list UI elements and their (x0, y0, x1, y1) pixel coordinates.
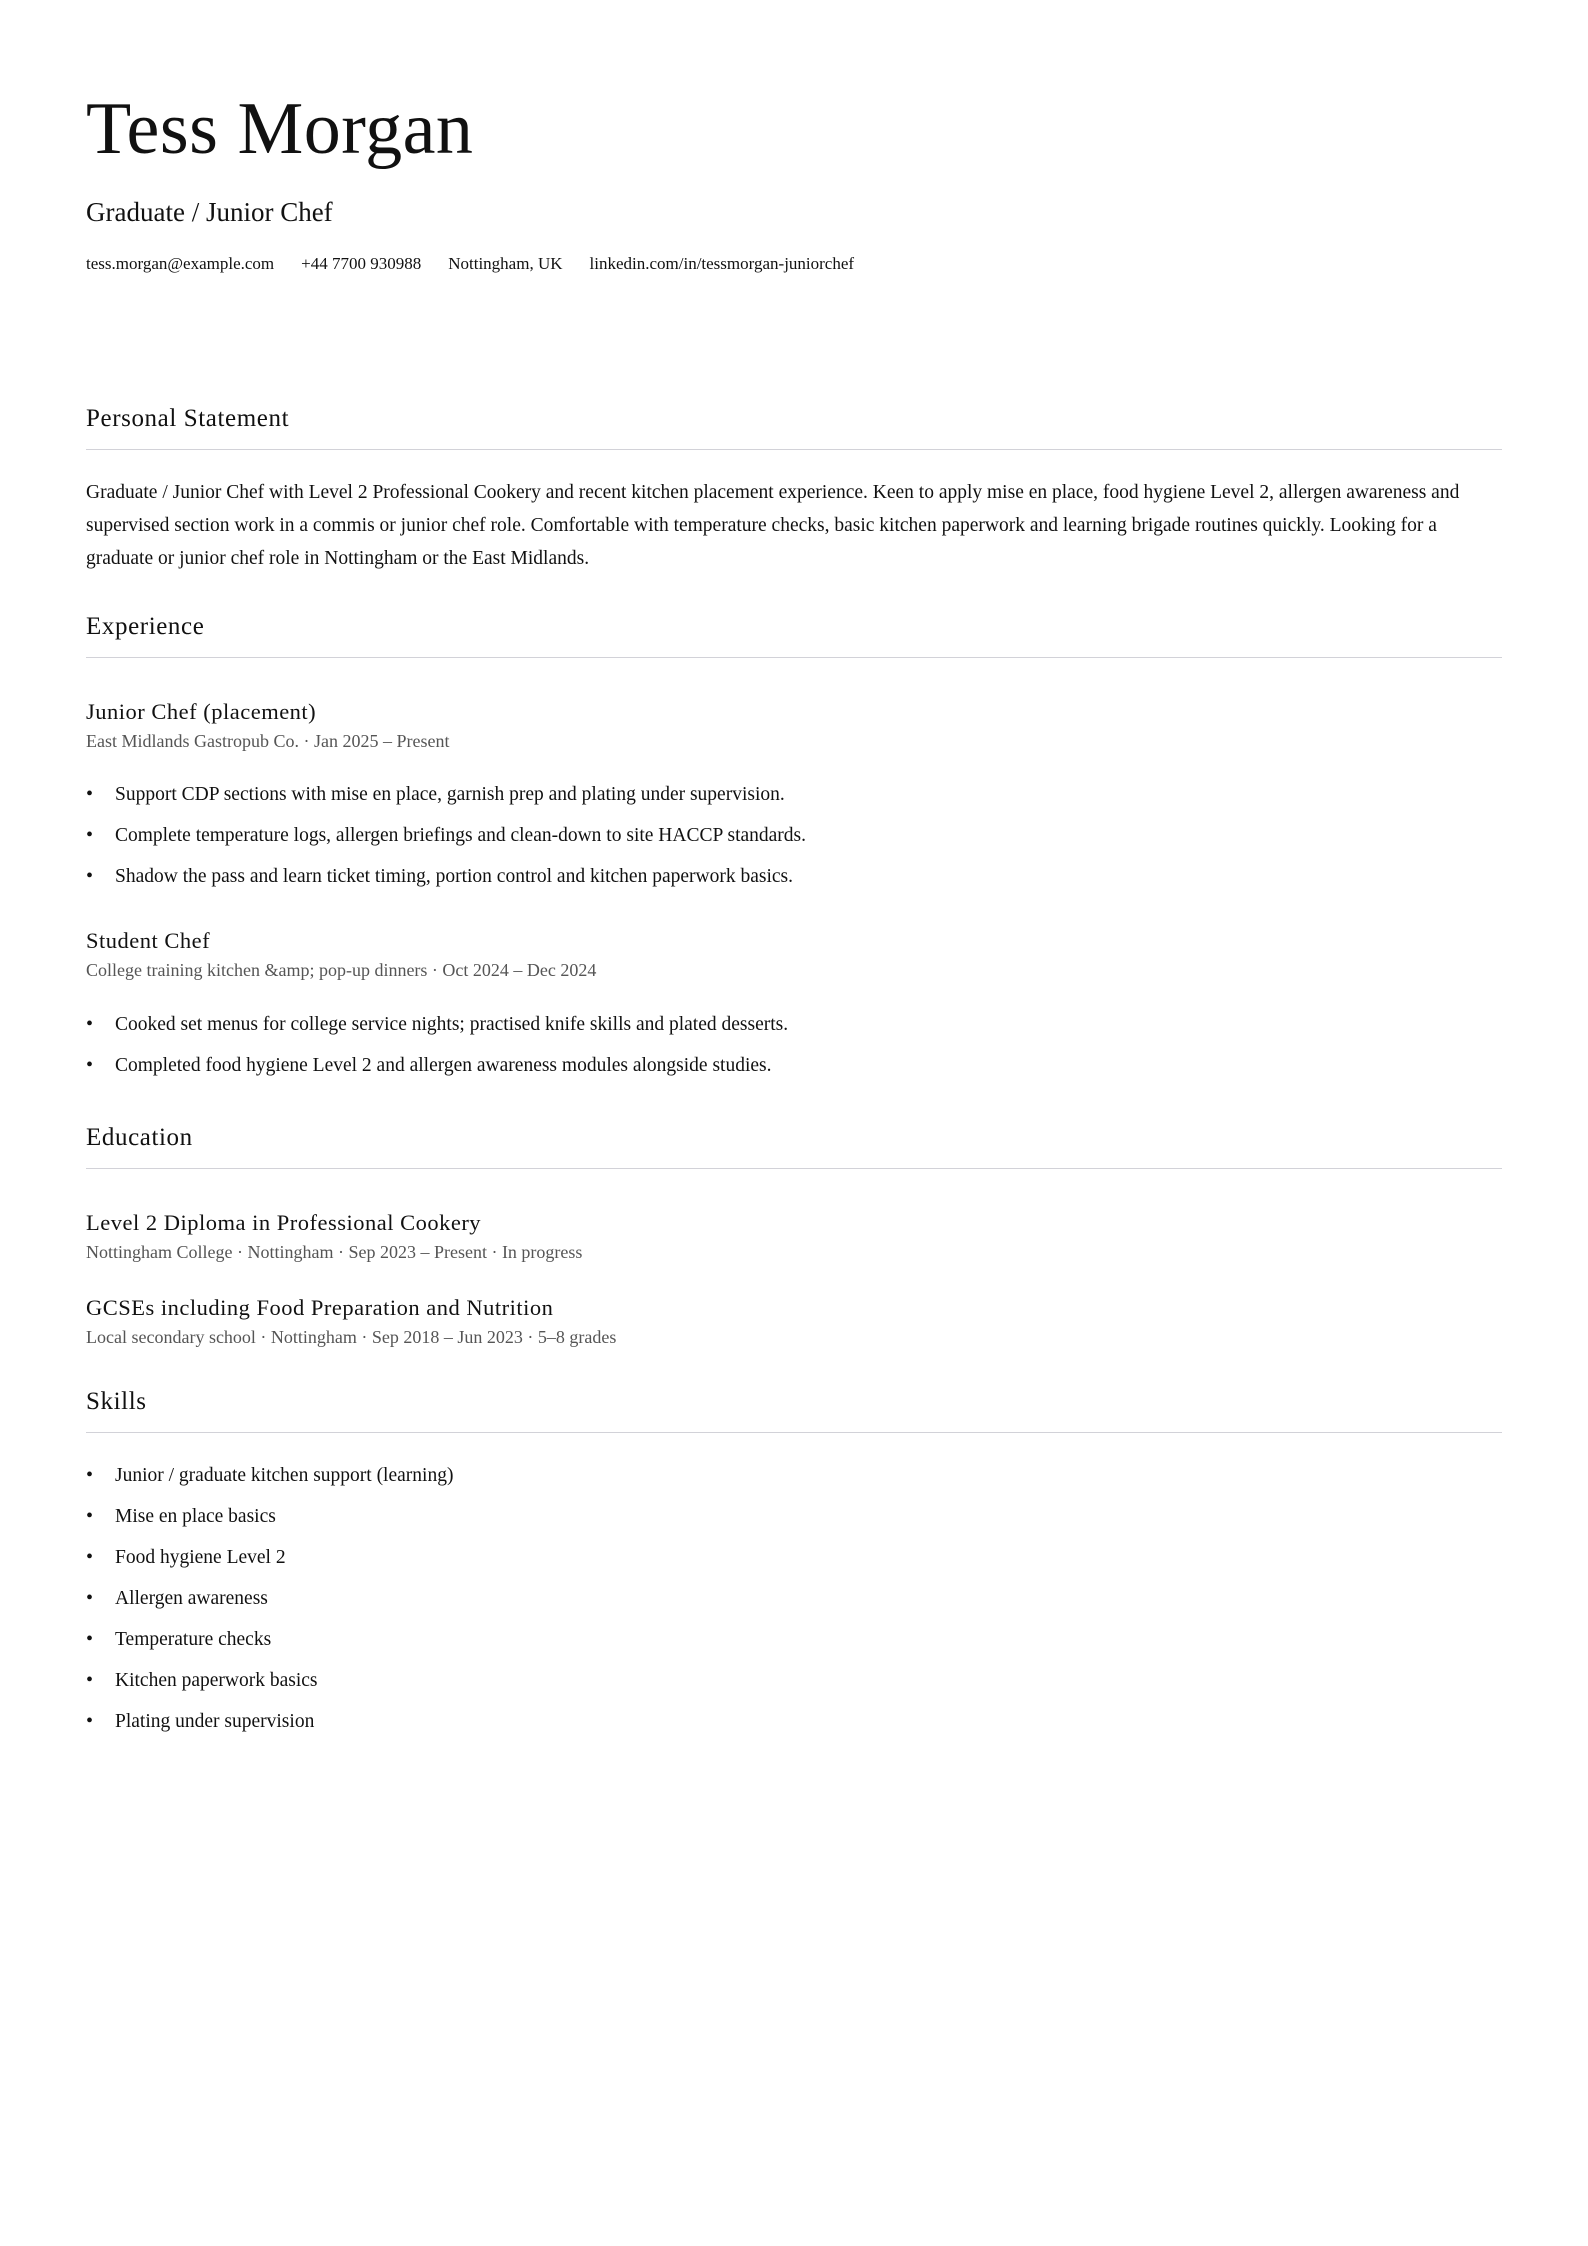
section-title-education: Education (86, 1124, 1502, 1169)
job-employer-dates: College training kitchen &amp; pop-up dinners · Oct 2024 – Dec 2024 (86, 960, 597, 981)
job-bullet: • Support CDP sections with mise en place, garnish prep and plating under supervision. (86, 774, 1502, 815)
job-bullet: • Complete temperature logs, allergen briefings and clean-down to site HACCP standards. (86, 815, 1502, 856)
education-title: Level 2 Diploma in Professional Cookery (86, 1209, 482, 1235)
job-bullet: • Completed food hygiene Level 2 and allergen awareness modules alongside studies. (86, 1045, 1502, 1086)
personal-statement-text: Graduate / Junior Chef with Level 2 Professional Cookery and recent kitchen placement experience. Keen to apply mise en place, food hygiene Level 2, allergen awareness and supervised section work in a commis or junior chef role. Comfortable with temperature checks, basic kitchen paperwork and learning brigade routines quickly. Looking for a graduate or junior chef role in Nottingham or the East Midlands. (86, 481, 1460, 569)
job-employer-dates: East Midlands Gastropub Co. · Jan 2025 – Present (86, 730, 450, 751)
candidate-name: Tess Morgan (86, 88, 474, 170)
job-bullet: • Shadow the pass and learn ticket timing, portion control and kitchen paperwork basics. (86, 856, 1502, 897)
section-title-experience: Experience (86, 613, 1502, 658)
contact-phone[interactable]: +44 7700 930988 (301, 254, 422, 274)
job-entry (86, 927, 1502, 1086)
resume-header (86, 0, 1502, 275)
education-details: Local secondary school · Nottingham · Sep 2018 – Jun 2023 · 5–8 grades (86, 1326, 617, 1347)
skill-item: • Kitchen paperwork basics (86, 1660, 1502, 1701)
job-bullet: • Cooked set menus for college service nights; practised knife skills and plated desserts. (86, 1004, 1502, 1045)
contact-line (86, 254, 1502, 274)
education-title: GCSEs including Food Preparation and Nutrition (86, 1294, 554, 1320)
education-entry (86, 1209, 1502, 1264)
skill-item: • Food hygiene Level 2 (86, 1537, 1502, 1578)
job-title: Student Chef (86, 928, 211, 954)
skill-item: • Allergen awareness (86, 1578, 1502, 1619)
job-title: Junior Chef (placement) (86, 698, 317, 724)
personal-statement-section (86, 405, 1502, 575)
skill-item: • Mise en place basics (86, 1496, 1502, 1537)
candidate-role: Graduate / Junior Chef (86, 197, 333, 227)
skill-item: • Plating under supervision (86, 1701, 1502, 1742)
education-details: Nottingham College · Nottingham · Sep 2023 – Present · In progress (86, 1241, 583, 1262)
skills-section (86, 1388, 1502, 1742)
contact-linkedin[interactable]: linkedin.com/in/tessmorgan-juniorchef (589, 254, 855, 274)
contact-location: Nottingham, UK (448, 254, 563, 274)
job-entry (86, 698, 1502, 898)
job-bullet-list (86, 774, 1502, 897)
education-entry (86, 1294, 1502, 1349)
job-bullet-list (86, 1004, 1502, 1086)
skill-item: • Junior / graduate kitchen support (learning) (86, 1455, 1502, 1496)
contact-email[interactable]: tess.morgan@example.com (86, 254, 275, 274)
education-section (86, 1124, 1502, 1348)
section-title-skills: Skills (86, 1388, 1502, 1433)
skill-item: • Temperature checks (86, 1619, 1502, 1660)
experience-section (86, 613, 1502, 1086)
section-title-personal-statement: Personal Statement (86, 405, 1502, 450)
skills-list (86, 1455, 1502, 1742)
